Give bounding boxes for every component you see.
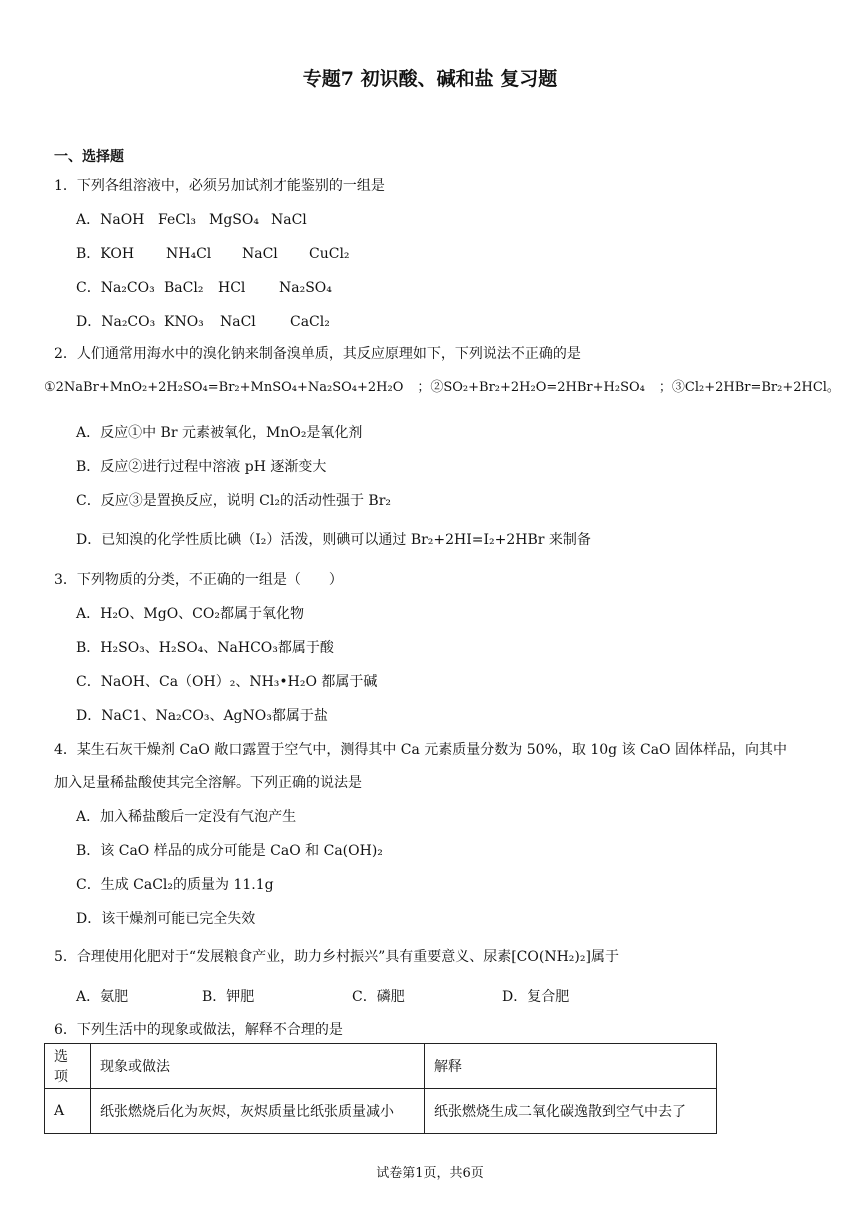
reaction-equation-3: ；③Cl₂+2HBr=Br₂+2HCl。 [658, 380, 840, 395]
table-header-cell: 解释 [425, 1044, 717, 1089]
question-1-stem: 1．下列各组溶液中，必须另加试剂才能鉴别的一组是 [54, 178, 385, 194]
question-3-option-b: B．H₂SO₃、H₂SO₄、NaHCO₃都属于酸 [76, 640, 334, 656]
question-2-option-c: C．反应③是置换反应，说明 Cl₂的活动性强于 Br₂ [76, 493, 392, 509]
question-2-option-b: B．反应②进行过程中溶液 pH 逐渐变大 [76, 459, 327, 475]
question-4-option-b: B．该 CaO 样品的成分可能是 CaO 和 Ca(OH)₂ [76, 843, 383, 859]
section-heading: 一、选择题 [54, 149, 124, 165]
question-4-option-a: A．加入稀盐酸后一定没有气泡产生 [76, 809, 297, 825]
table-cell: 纸张燃烧后化为灰烬，灰烬质量比纸张质量减小 [91, 1089, 425, 1134]
table-header-cell: 选项 [45, 1044, 91, 1089]
question-6-table [44, 1043, 717, 1134]
question-4-stem-line-1: 4．某生石灰干燥剂 CaO 敞口露置于空气中，测得其中 Ca 元素质量分数为 50%，取 10g 该 CaO 固体样品，向其中 [54, 742, 787, 758]
question-2-stem: 2．人们通常用海水中的溴化钠来制备溴单质，其反应原理如下，下列说法不正确的是 [54, 346, 581, 362]
table-header-row [45, 1044, 717, 1089]
question-5-option-b: B．钾肥 [202, 989, 255, 1005]
question-1-option-a: A．NaOH FeCl₃ MgSO₄ NaCl [76, 212, 307, 228]
reaction-equation-1: ①2NaBr+MnO₂+2H₂SO₄=Br₂+MnSO₄+Na₂SO₄+2H₂O [44, 380, 404, 395]
question-4-option-d: D．该干燥剂可能已完全失效 [76, 911, 256, 927]
reaction-equations [44, 376, 840, 395]
question-5-option-d: D．复合肥 [502, 989, 570, 1005]
question-4-option-c: C．生成 CaCl₂的质量为 11.1g [76, 877, 274, 893]
question-4-stem-line-2: 加入足量稀盐酸使其完全溶解。下列正确的说法是 [54, 775, 362, 791]
question-3-option-a: A．H₂O、MgO、CO₂都属于氧化物 [76, 606, 304, 622]
page-footer: 试卷第1页，共6页 [376, 1166, 484, 1181]
question-3-option-c: C．NaOH、Ca（OH）₂、NH₃•H₂O 都属于碱 [76, 674, 378, 690]
table-row [45, 1089, 717, 1134]
table-header-cell: 现象或做法 [91, 1044, 425, 1089]
table-cell: A [45, 1089, 91, 1134]
question-3-stem: 3．下列物质的分类，不正确的一组是（ ） [54, 572, 343, 588]
question-5-stem: 5．合理使用化肥对于“发展粮食产业，助力乡村振兴”具有重要意义、尿素[CO(NH₂)₂]属于 [54, 949, 619, 965]
question-5-option-c: C．磷肥 [352, 989, 405, 1005]
question-2-option-a: A．反应①中 Br 元素被氧化，MnO₂是氧化剂 [76, 425, 363, 441]
page-title: 专题7 初识酸、碱和盐 复习题 [302, 68, 558, 90]
reaction-equation-2: ；②SO₂+Br₂+2H₂O=2HBr+H₂SO₄ [417, 380, 645, 395]
question-5-option-a: A．氨肥 [76, 989, 129, 1005]
question-2-option-d: D．已知溴的化学性质比碘（I₂）活泼，则碘可以通过 Br₂+2HI=I₂+2HBr 来制备 [76, 532, 591, 548]
question-6-stem: 6．下列生活中的现象或做法，解释不合理的是 [54, 1022, 343, 1038]
question-3-option-d: D．NaC1、Na₂CO₃、AgNO₃都属于盐 [76, 708, 328, 724]
question-1-option-d: D．Na₂CO₃ KNO₃ NaCl CaCl₂ [76, 314, 330, 330]
table-cell: 纸张燃烧生成二氧化碳逸散到空气中去了 [425, 1089, 717, 1134]
question-1-option-b: B．KOH NH₄Cl NaCl CuCl₂ [76, 246, 350, 262]
question-1-option-c: C．Na₂CO₃ BaCl₂ HCl Na₂SO₄ [76, 280, 332, 296]
